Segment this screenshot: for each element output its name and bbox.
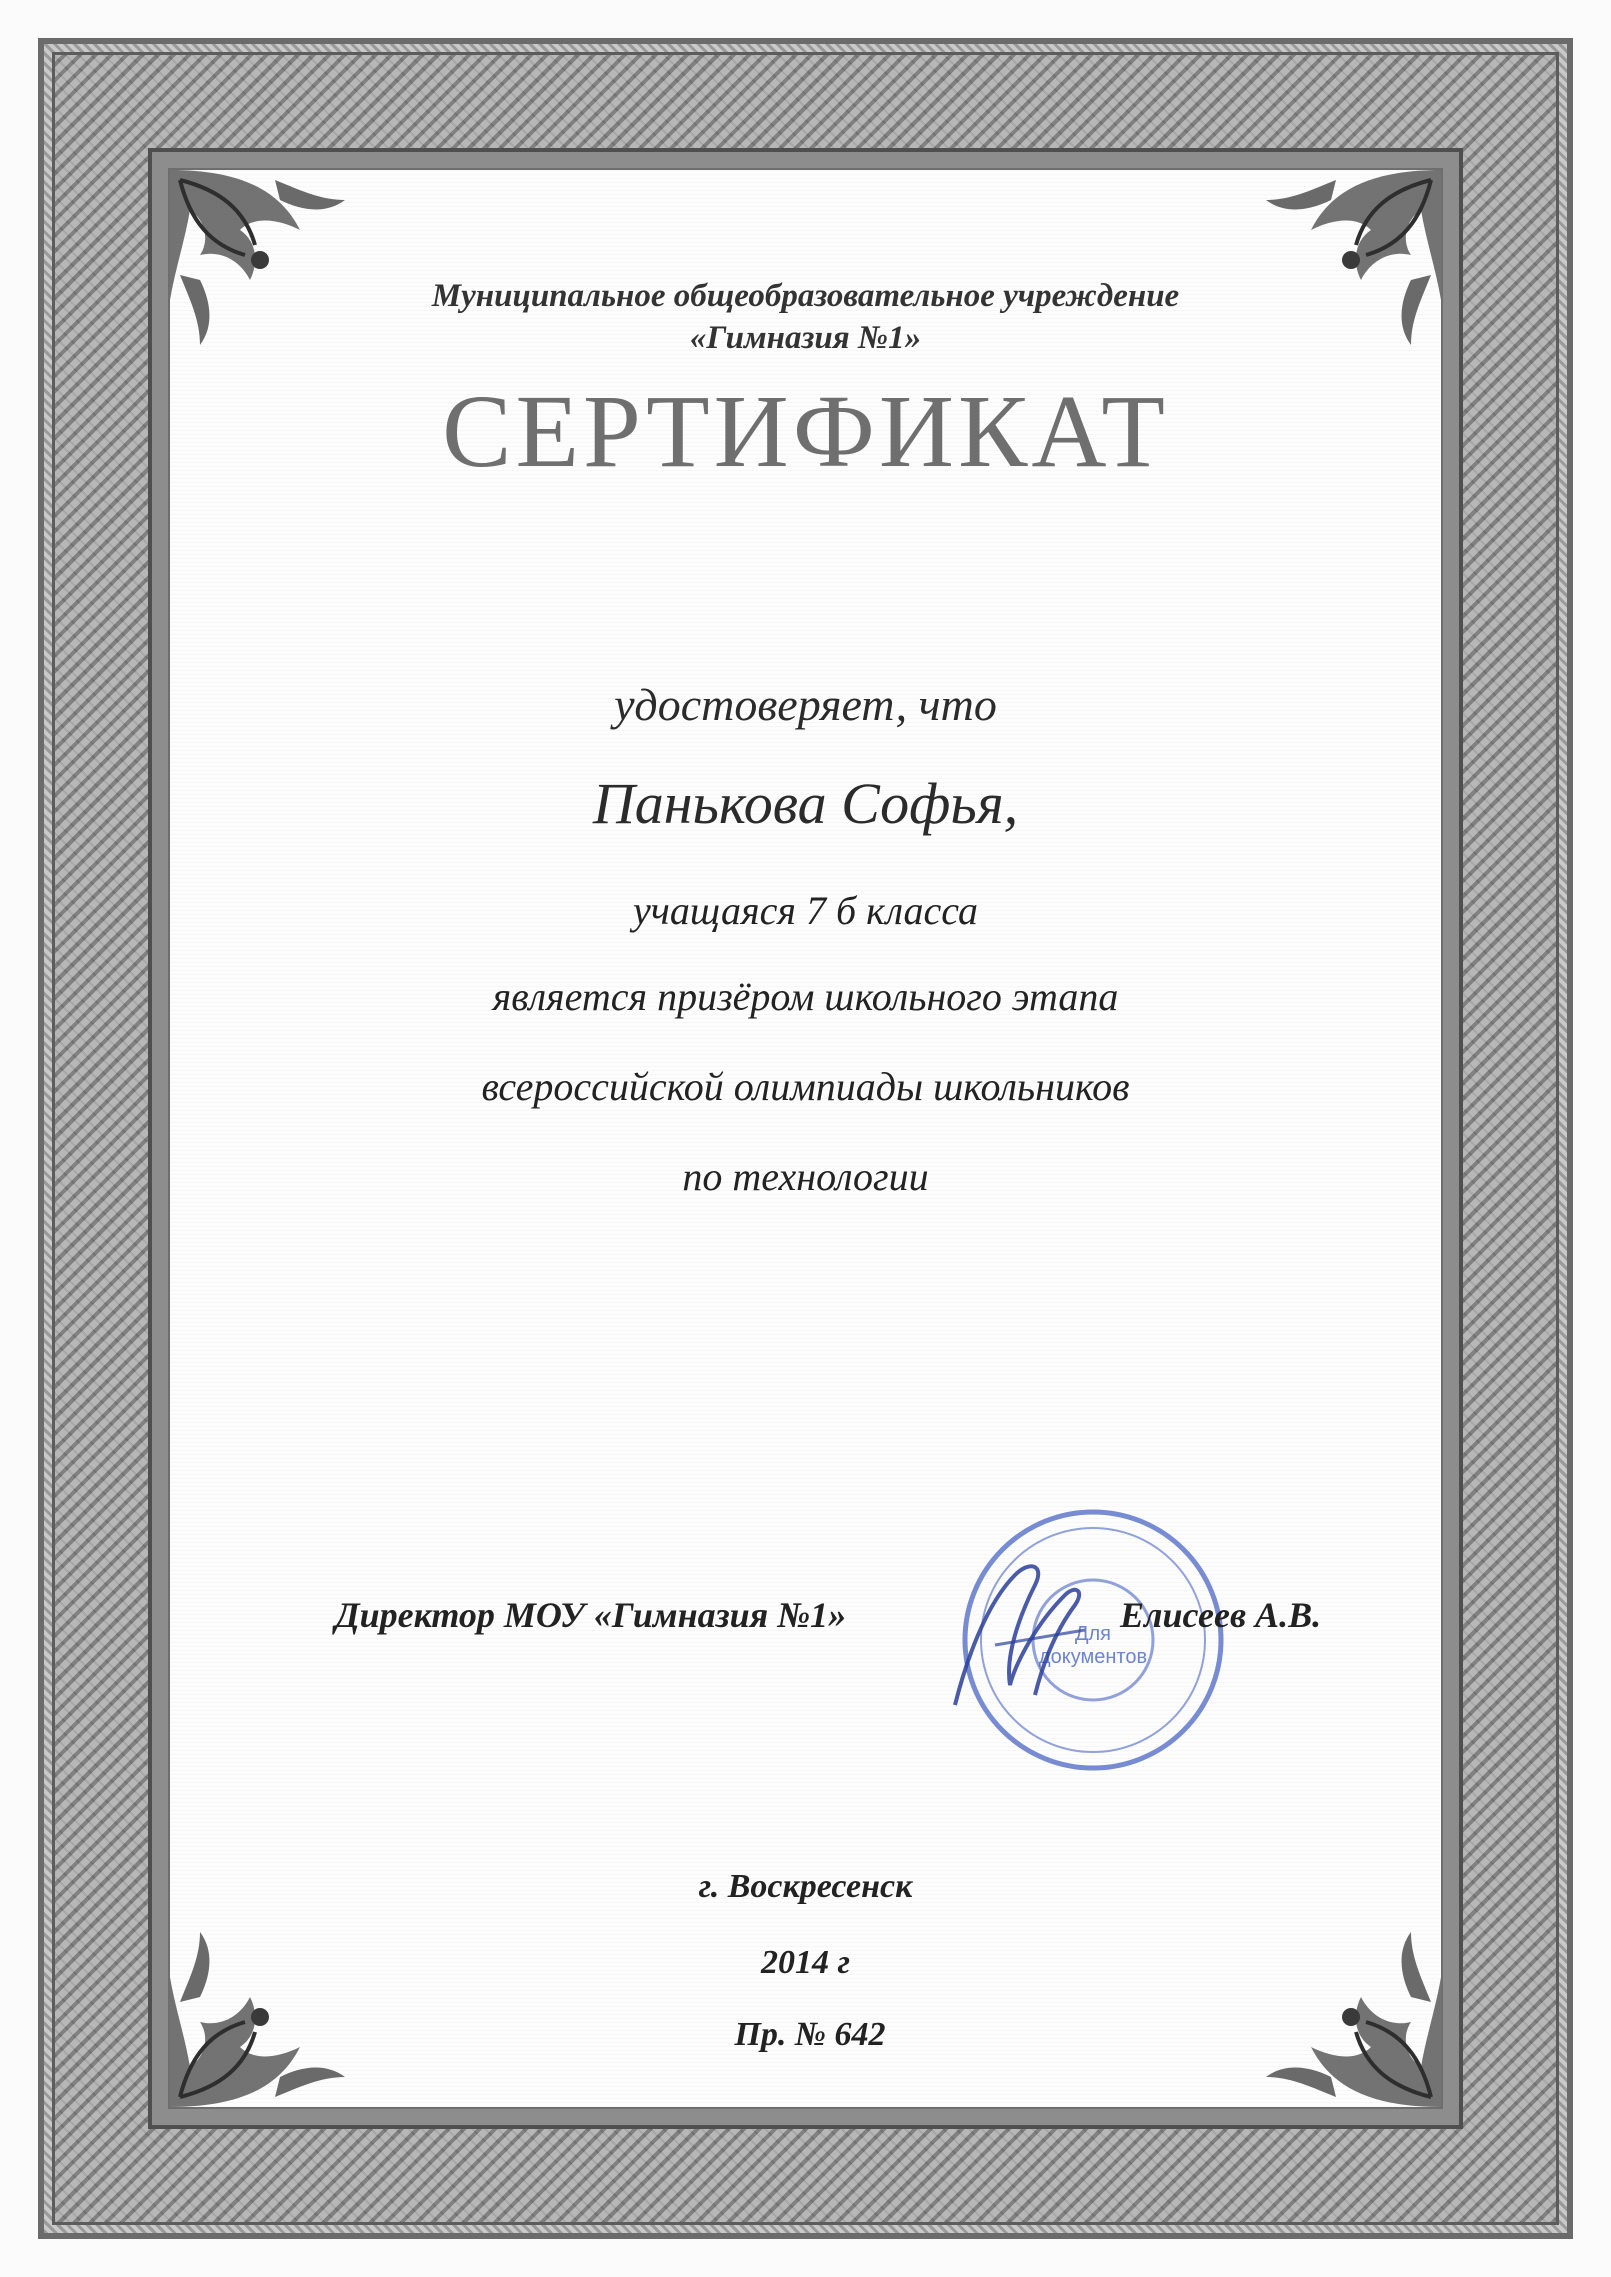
stamp-text-line1: Для: [1074, 1623, 1112, 1645]
recipient-name: Панькова Софья,: [592, 771, 1019, 836]
director-name: Елисеев А.В.: [1120, 1595, 1322, 1635]
city: г. Воскресенск: [698, 1868, 913, 1905]
organization-name-line2: «Гимназия №1»: [689, 320, 922, 356]
director-signature: [935, 1545, 1135, 1715]
achievement-line1: является призёром школьного этапа: [492, 974, 1119, 1019]
achievement-line2: всероссийской олимпиады школьников: [481, 1064, 1130, 1109]
order-number: Пр. № 642: [734, 2016, 886, 2053]
student-info: учащаяся 7 б класса: [633, 888, 978, 933]
certifies-text: удостоверяет, что: [614, 679, 997, 730]
director-title: Директор МОУ «Гимназия №1»: [335, 1595, 847, 1635]
certificate-title: СЕРТИФИКАТ: [442, 374, 1169, 489]
stamp-text-line2: документов: [1038, 1646, 1148, 1668]
organization-name-line1: Муниципальное общеобразовательное учреждение: [431, 278, 1180, 314]
year: 2014 г: [760, 1944, 851, 1981]
subject-text: по технологии: [682, 1154, 929, 1199]
